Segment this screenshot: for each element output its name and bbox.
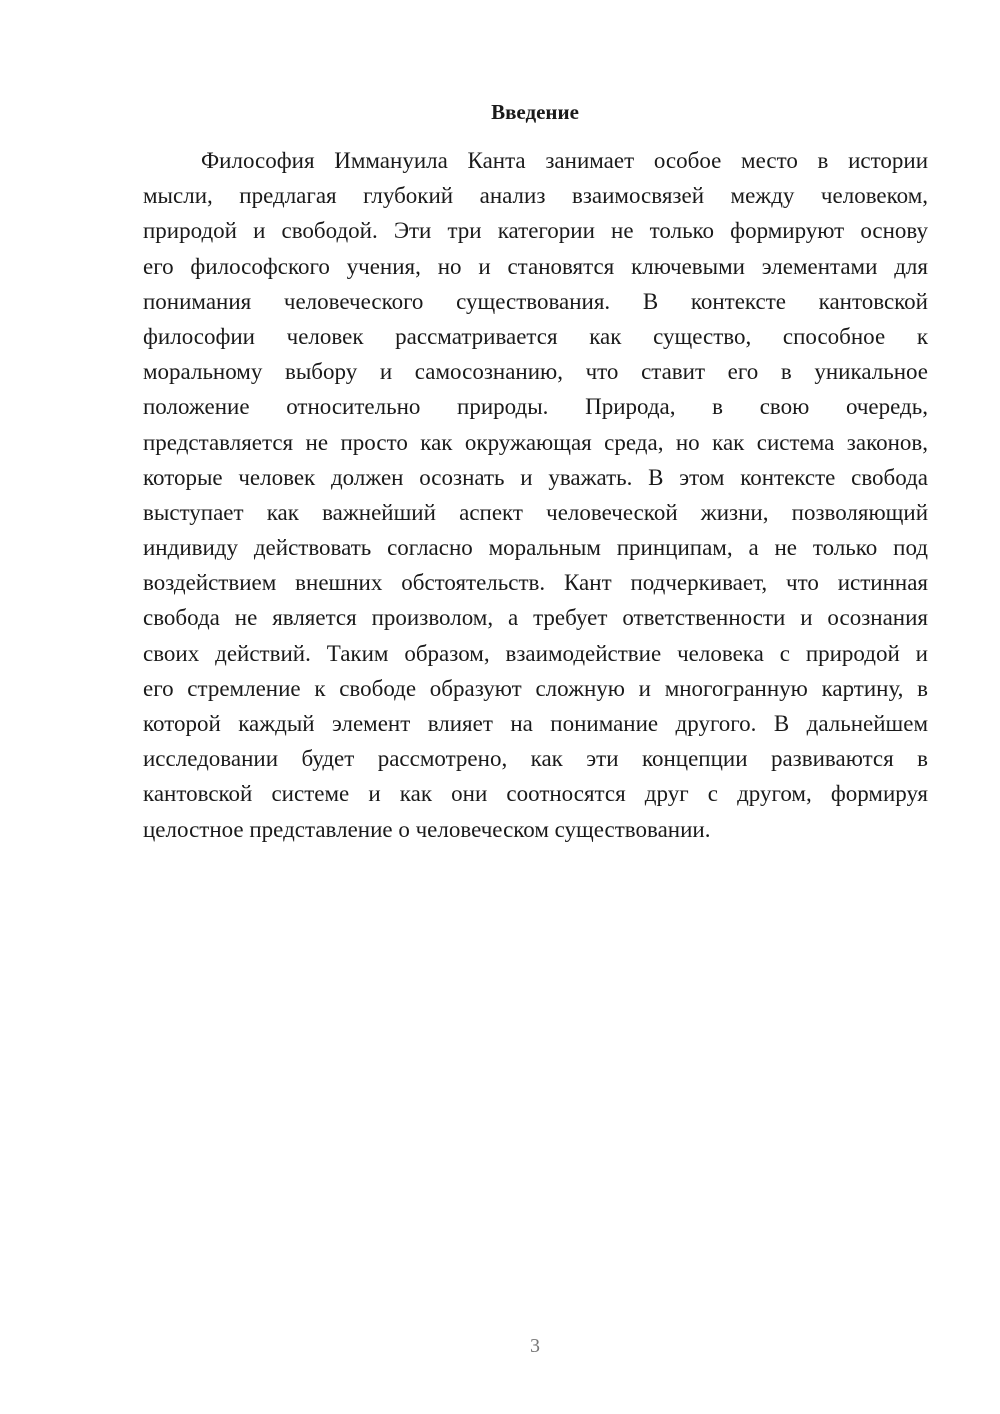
paragraph-line: целостное представление о человеческом существовании. — [143, 816, 711, 842]
introduction-paragraph — [143, 143, 928, 847]
paragraph-line: понимания человеческого существования. В контексте кантовской — [143, 288, 928, 314]
paragraph-line: Философия Иммануила Канта занимает особое место в истории — [201, 148, 928, 173]
paragraph-line: философии человек рассматривается как существо, способное к — [143, 323, 928, 349]
paragraph-line: индивиду действовать согласно моральным принципам, а не только под — [143, 535, 928, 561]
paragraph-line: природой и свободой. Эти три категории не только формируют основу — [143, 218, 928, 244]
paragraph-line: моральному выбору и самосознанию, что ставит его в уникальное — [143, 359, 928, 385]
paragraph-line: кантовской системе и как они соотносятся друг с другом, формируя — [143, 781, 928, 807]
paragraph-line: его стремление к свободе образуют сложную и многогранную картину, в — [143, 675, 928, 701]
paragraph-line: которые человек должен осознать и уважать. В этом контексте свобода — [143, 464, 928, 490]
section-title: Введение — [491, 100, 579, 124]
paragraph-line: своих действий. Таким образом, взаимодействие человека с природой и — [143, 640, 928, 666]
paragraph-line: его философского учения, но и становятся ключевыми элементами для — [143, 253, 928, 279]
paragraph-line: мысли, предлагая глубокий анализ взаимосвязей между человеком, — [143, 183, 928, 209]
paragraph-line: свобода не является произволом, а требует ответственности и осознания — [143, 605, 928, 631]
paragraph-line: воздействием внешних обстоятельств. Кант подчеркивает, что истинная — [143, 570, 928, 596]
paragraph-line: исследовании будет рассмотрено, как эти концепции развиваются в — [143, 746, 928, 772]
page-number: 3 — [530, 1335, 540, 1357]
paragraph-line: которой каждый элемент влияет на понимание другого. В дальнейшем — [143, 711, 928, 736]
paragraph-line: выступает как важнейший аспект человеческой жизни, позволяющий — [143, 499, 928, 525]
paragraph-line: представляется не просто как окружающая среда, но как система законов, — [143, 429, 928, 455]
paragraph-line: положение относительно природы. Природа, в свою очередь, — [143, 394, 928, 420]
